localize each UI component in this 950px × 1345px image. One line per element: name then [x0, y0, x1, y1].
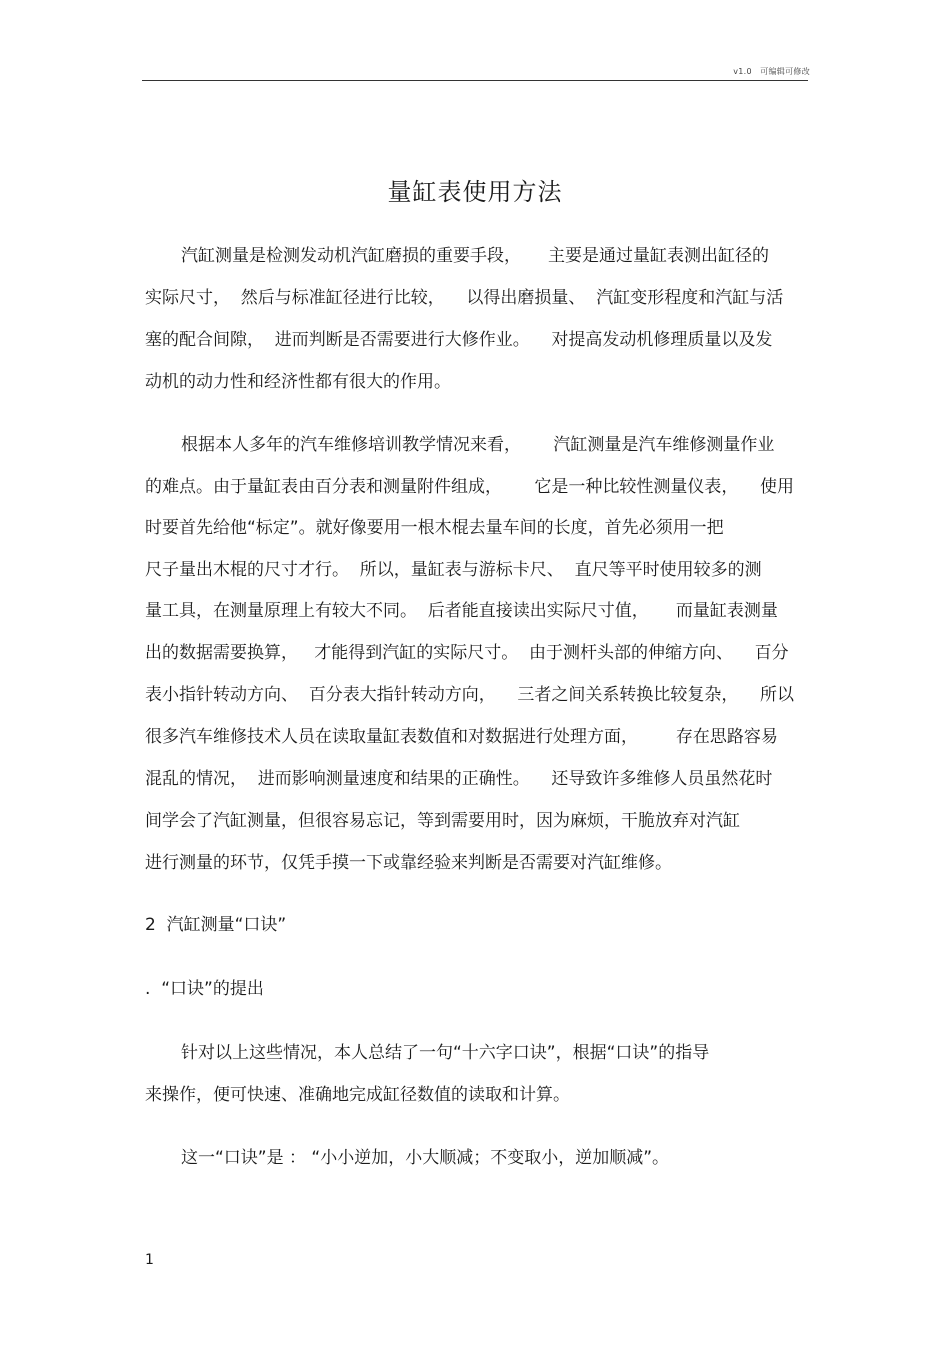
text-line: 这一“口诀”是 ： “小小逆加，小大顺减；不变取小，逆加顺减”。: [181, 1148, 670, 1168]
text-line: 出的数据需要换算， 才能得到汽缸的实际尺寸。 由于测杆头部的伸缩方向、 百分: [145, 643, 789, 663]
text-line: 实际尺寸， 然后与标准缸径进行比较， 以得出磨损量、 汽缸变形程度和汽缸与活: [145, 288, 784, 308]
page-number: 1: [145, 1252, 154, 1268]
page-title: 量缸表使用方法: [387, 178, 563, 206]
header-rule: [142, 80, 808, 81]
text-line: 根据本人多年的汽车维修培训教学情况来看， 汽缸测量是汽车维修测量作业: [181, 435, 775, 455]
text-line: 间学会了汽缸测量，但很容易忘记，等到需要用时，因为麻烦，干脆放弃对汽缸: [145, 811, 740, 831]
text-line: 量工具，在测量原理上有较大不同。 后者能直接读出实际尺寸值， 而量缸表测量: [145, 601, 778, 621]
subsection-heading: . “口诀”的提出: [145, 979, 264, 999]
text-line: 动机的动力性和经济性都有很大的作用。: [145, 372, 451, 392]
text-line: 的难点。由于量缸表由百分表和测量附件组成， 它是一种比较性测量仪表， 使用: [145, 477, 795, 497]
section-heading: 2 汽缸测量“口诀”: [145, 915, 287, 935]
text-line: 尺子量出木棍的尺寸才行。 所以，量缸表与游标卡尺、 直尺等平时使用较多的测: [145, 560, 762, 580]
text-line: 进行测量的环节，仅凭手摸一下或靠经验来判断是否需要对汽缸维修。: [145, 853, 672, 873]
text-line: 表小指针转动方向、 百分表大指针转动方向， 三者之间关系转换比较复杂， 所以: [145, 685, 795, 705]
text-line: 塞的配合间隙， 进而判断是否需要进行大修作业。 对提高发动机修理质量以及发: [145, 330, 773, 350]
text-line: 来操作，便可快速、准确地完成缸径数值的读取和计算。: [145, 1085, 570, 1105]
text-line: 时要首先给他“标定”。就好像要用一根木棍去量车间的长度，首先必须用一把: [145, 518, 724, 538]
text-line: 很多汽车维修技术人员在读取量缸表数值和对数据进行处理方面， 存在思路容易: [145, 727, 778, 747]
text-line: 汽缸测量是检测发动机汽缸磨损的重要手段， 主要是通过量缸表测出缸径的: [181, 246, 770, 266]
header-note: v1.0 可编辑可修改: [733, 67, 810, 76]
text-line: 混乱的情况， 进而影响测量速度和结果的正确性。 还导致许多维修人员虽然花时: [145, 769, 773, 789]
text-line: 针对以上这些情况，本人总结了一句“十六字口诀”，根据“口诀”的指导: [181, 1043, 710, 1063]
